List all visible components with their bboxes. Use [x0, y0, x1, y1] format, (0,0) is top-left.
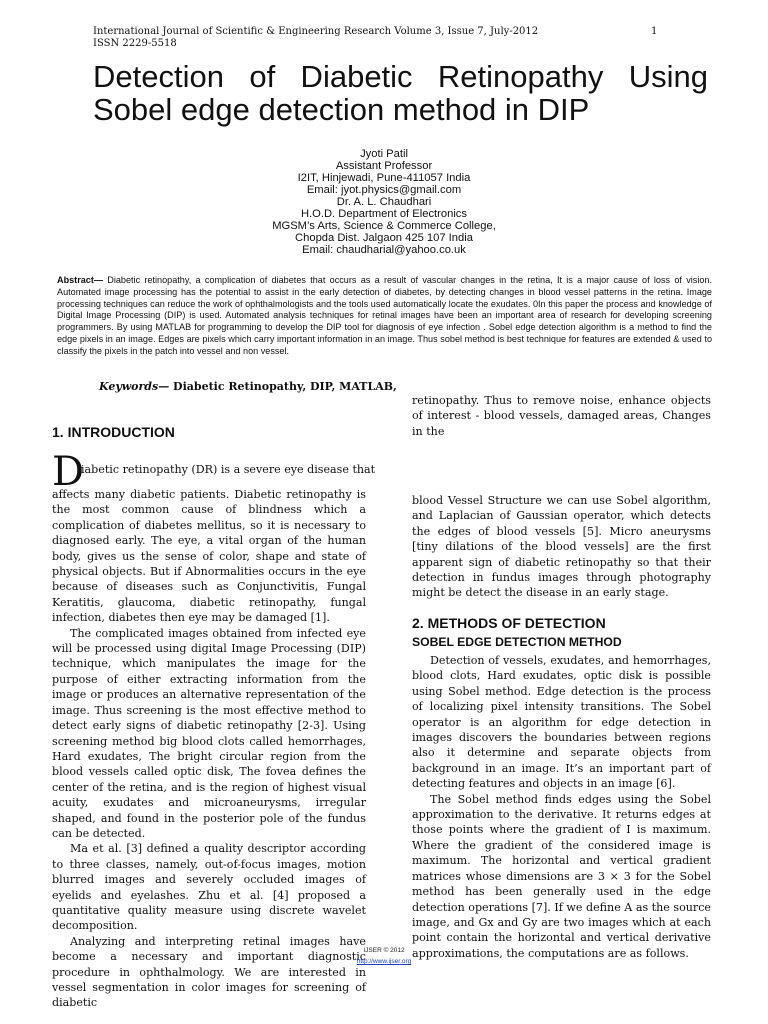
abstract-label: Abstract—: [57, 275, 103, 285]
author-line: Dr. A. L. Chaudhari: [336, 196, 432, 208]
intro-first-line: iabetic retinopathy (DR) is a severe eye disease that: [81, 463, 376, 476]
journal-header: [93, 26, 538, 50]
footer-copyright: IJSER © 2012: [363, 947, 405, 954]
author-line: Chopda Dist. Jalgaon 425 107 India: [295, 232, 473, 244]
paragraph: affects many diabetic patients. Diabetic retinopathy is the most common cause of blindness which a complication of diabetes mellitus, so it is necessary to diagnosed early. The eye, a vital organ of the human body, gives us the sense of color, shape and state of physical objects. But if Abnormalities occurs in the eye because of diseases such as Conjunctivitis, Fungal Keratitis, glaucoma, diabetic retinopathy, fungal infection, diabetes then eye may be damaged [1].: [52, 488, 366, 625]
journal-name: International Journal of Scientific & Engineering Research Volume 3, Issue 7, July-2012: [93, 26, 539, 37]
keywords: [99, 380, 397, 393]
right-column-mid: [412, 493, 711, 601]
author-line: Assistant Professor: [335, 160, 433, 172]
abstract: [57, 275, 712, 357]
drop-cap: D: [52, 449, 85, 495]
abstract-text: Diabetic retinopathy, a complication of diabetes that occurs as a result of vascular changes in the retina, It is a major cause of loss of vision. Automated image processing has the potential to assist in the early detection of diabetes, by detecting changes in blood vessel patterns in the retina. Image processing techniques can reduce the work of ophthalmologists and the tools used automatically locate the exudates. 0In this paper the process and knowledge of Digital Image Processing (DIP) is used. Automated analysis techniques for retinal images have been an important area of research for developing screening programmers. By using MATLAB for programming to develop the DIP tool for diagnosis of eye infection . Sobel edge detection algorithm is a method to find the edge pixels in an image. Edges are pixels which carry important information in an image. Thus sobel method is best technique for features are extended & used to classify the pixels in the patch into vessel and non vessel.: [57, 275, 712, 356]
keywords-label: Keywords: [99, 380, 159, 393]
paragraph: The complicated images obtained from infected eye will be processed using digital Image Processing (DIP) technique, which manipulates the image for the purpose of either extracting information from the image or produces an alternative representation of the image. Thus screening is the most effective method to detect early signs of diabetic retinopathy [2-3]. Using screening method big blood clots called hemorrhages, Hard exudates, The bright circular region from the blood vessels called optic disk, The fovea defines the center of the retina, and is the region of highest visual acuity, exudates and microaneurysms, irregular shaped, and found in the posterior pole of the fundus can be detected.: [52, 626, 366, 840]
page-number: 1: [651, 26, 658, 37]
author-email: Email: jyot.physics@gmail.com: [306, 184, 462, 196]
intro-body: [52, 487, 366, 1011]
paragraph: Analyzing and interpreting retinal images have become a necessary and important diagnostic procedure in ophthalmology. We are interested in vessel segmentation in color images for screening of diabetic: [52, 934, 366, 1010]
issn: ISSN 2229-5518: [93, 38, 177, 49]
right-column-top: [412, 393, 711, 439]
paragraph: blood Vessel Structure we can use Sobel algorithm, and Laplacian of Gaussian operator, which detects the edges of blood vessels [5]. Micro aneurysms [tiny dilations of the blood vessels] are the first apparent sign of diabetic retinopathy so that their detection in fundus images through photography might be detect the disease in an early stage.: [412, 494, 711, 600]
keywords-text: — Diabetic Retinopathy, DIP, MATLAB,: [158, 380, 397, 393]
methods-body: [412, 653, 711, 961]
paragraph: The Sobel method finds edges using the Sobel approximation to the derivative. It returns edges at those points where the gradient of I is maximum. Where the gradient of the considered image is maximum. The horizontal and vertical gradient matrices whose dimensions are 3 × 3 for the Sobel method has been generally used in the edge detection operations [7]. If we define A as the source image, and Gx and Gy are two images which at each point contain the horizontal and vertical derivative approximations, the computations are as follows.: [412, 792, 711, 960]
footer-link[interactable]: http://www.ijser.org: [356, 958, 412, 965]
author-email: Email: chaudharial@yahoo.co.uk: [302, 244, 466, 256]
intro-heading: 1. INTRODUCTION: [52, 424, 175, 440]
author-block: [0, 148, 768, 256]
author-line: Jyoti Patil: [360, 148, 408, 160]
paper-title: Detection of Diabetic Retinopathy Using Sobel edge detection method in DIP: [93, 59, 708, 127]
paragraph: retinopathy. Thus to remove noise, enhance objects of interest - blood vessels, damaged areas, Changes in the: [412, 394, 711, 438]
author-line: H.O.D. Department of Electronics: [300, 208, 467, 220]
sobel-heading: SOBEL EDGE DETECTION METHOD: [412, 635, 622, 649]
paragraph: Ma et al. [3] defined a quality descriptor according to three classes, namely, out-of-focus images, motion blurred images and severely occluded images of eyelids and eyelashes. Zhu et al. [4] proposed a quantitative quality measure using discrete wavelet decomposition.: [52, 842, 366, 933]
paragraph: Detection of vessels, exudates, and hemorrhages, blood clots, Hard exudates, optic disk is possible using Sobel method. Edge detection is the process of localizing pixel intensity transitions. The Sobel operator is an algorithm for edge detection in images discovers the boundaries between regions also it determine and separate objects from background in an image. It’s an important part of detecting features and objects in an image [6].: [412, 654, 711, 791]
author-line: I2IT, Hinjewadi, Pune-411057 India: [297, 172, 471, 184]
methods-heading: 2. METHODS OF DETECTION: [412, 615, 606, 631]
author-line: MGSM’s Arts, Science & Commerce College,: [272, 220, 496, 232]
